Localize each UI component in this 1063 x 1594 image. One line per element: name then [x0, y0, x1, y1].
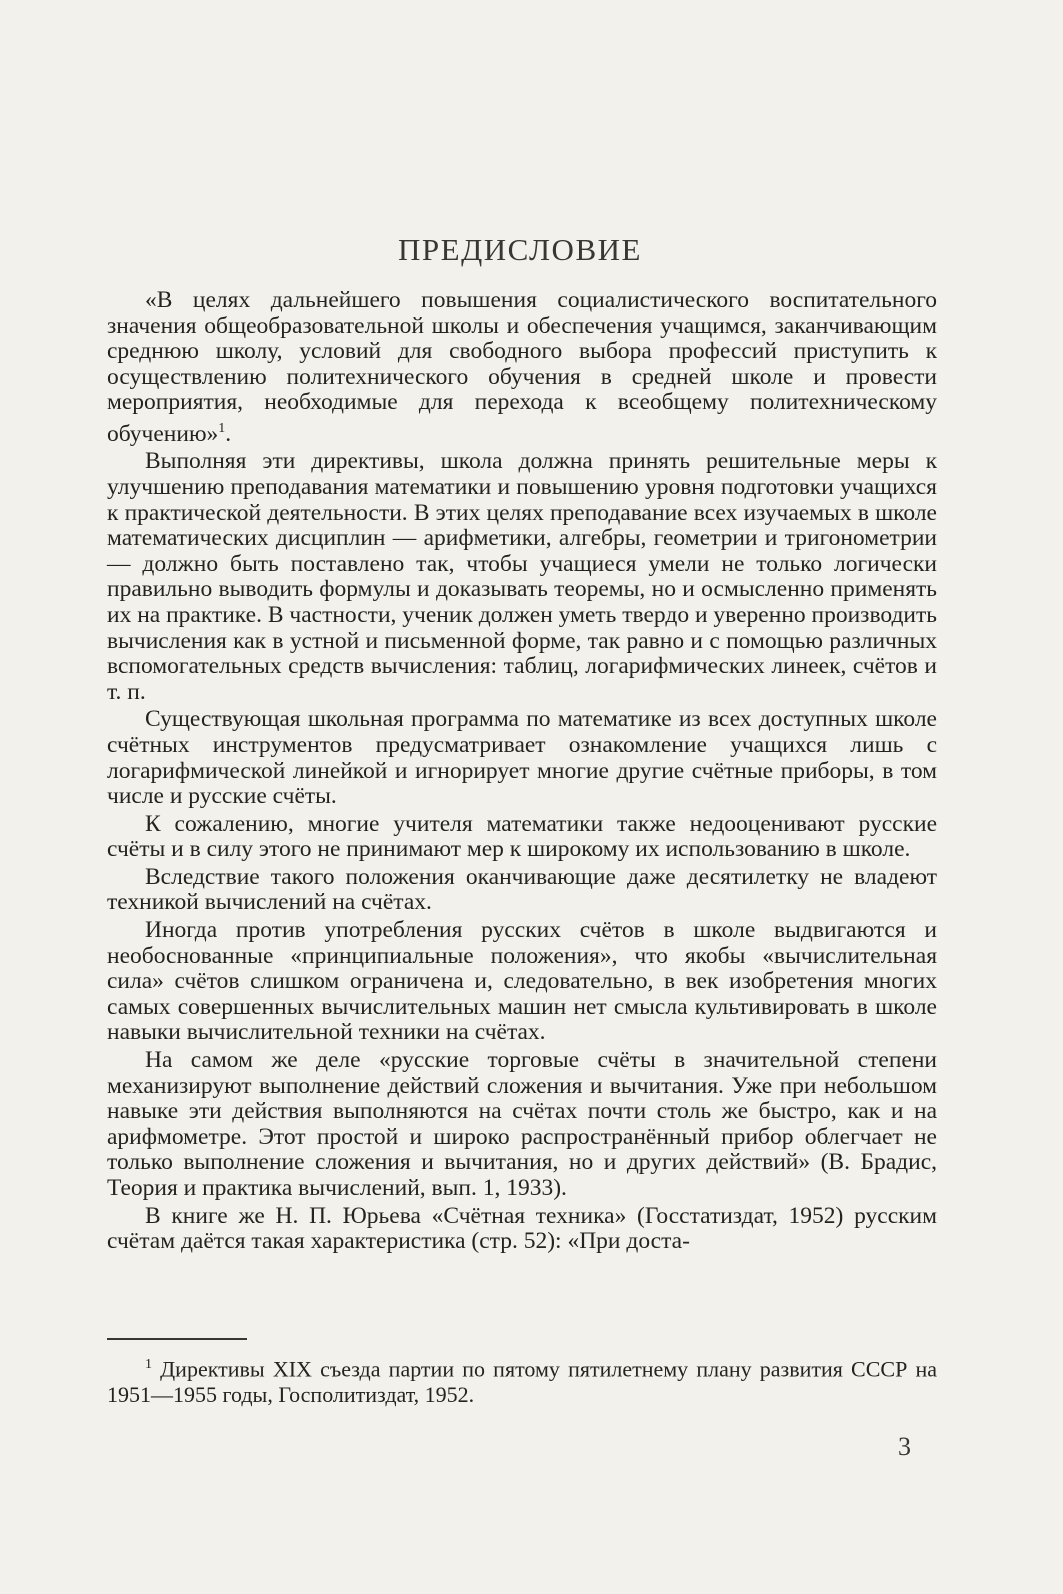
footnote-divider — [107, 1338, 247, 1340]
paragraph: На самом же деле «русские торговые счёты в значительной степени механизируют выполнение действий сложения и вычитания. Уже при небольшом навыке эти действия выполняются на счётах почти столь же быстро, как и на арифмометре. Этот простой и широко распространённый прибор облегчает не только выполнение сложения и вычитания, но и других действий» (В. Брадис, Теория и практика вычислений, вып. 1, 1933). — [107, 1047, 937, 1202]
paragraph: Выполняя эти директивы, школа должна принять решительные меры к улучшению преподавания математики и повышению уровня подготовки учащихся к практической деятельности. В этих целях преподавание всех изучаемых в школе математических дисциплин — арифметики, алгебры, геометрии и тригонометрии — должно быть поставлено так, чтобы учащиеся умели не только логически правильно выводить формулы и доказывать теоремы, но и осмысленно применять их на практике. В частности, ученик должен уметь твердо и уверенно производить вычисления как в устной и письменной форме, так равно и с помощью различных вспомогательных средств вычисления: таблиц, логарифмических линеек, счётов и т. п. — [107, 448, 937, 705]
paragraph: К сожалению, многие учителя математики также недооценивают русские счёты и в силу этого не принимают мер к широкому их использованию в школе. — [107, 810, 937, 863]
preface-body — [107, 288, 937, 1255]
paragraph: Вследствие такого положения оканчивающие даже десятилетку не владеют техникой вычислений на счётах. — [107, 863, 937, 916]
paragraph: Иногда против употребления русских счётов в школе выдвигаются и необоснованные «принципиальные положения», что якобы «вычислительная сила» счётов слишком ограничена и, следовательно, в век изобретения многих самых совершенных вычислительных машин нет смысла культивировать в школе навыки вычислительной техники на счётах. — [107, 917, 937, 1046]
paragraph: В книге же Н. П. Юрьева «Счётная техника» (Госстатиздат, 1952) русским счётам даётся такая характеристика (стр. 52): «При доста- — [107, 1202, 937, 1255]
footnote-text: Директивы XIX съезда партии по пятому пятилетнему плану развития СССР на 1951—1955 годы, Госполитиздат, 1952. — [107, 1356, 938, 1408]
paragraph-directive-quote: «В целях дальнейшего повышения социалистического воспитательного значения общеобразовательной школы и обеспечения учащимся, заканчивающим среднюю школу, условий для свободного выбора профессий приступить к осуществлению политехнического обучения в средней школе и провести мероприятия, необходимые для перехода к всеобщему политехническому обучению»$^1$. — [107, 287, 937, 447]
footnote — [107, 1352, 937, 1408]
page-title: ПРЕДИСЛОВИЕ — [398, 232, 642, 267]
paragraph: Существующая школьная программа по математике из всех доступных школе счётных инструментов предусматривает ознакомление учащихся лишь с логарифмической линейкой и игнорирует многие другие счётные приборы, в том числе и русские счёты. — [107, 706, 937, 810]
page-number: 3 — [898, 1432, 911, 1461]
footnote-marker: 1 — [145, 1357, 152, 1372]
footnote-reference: 1 — [218, 420, 226, 436]
